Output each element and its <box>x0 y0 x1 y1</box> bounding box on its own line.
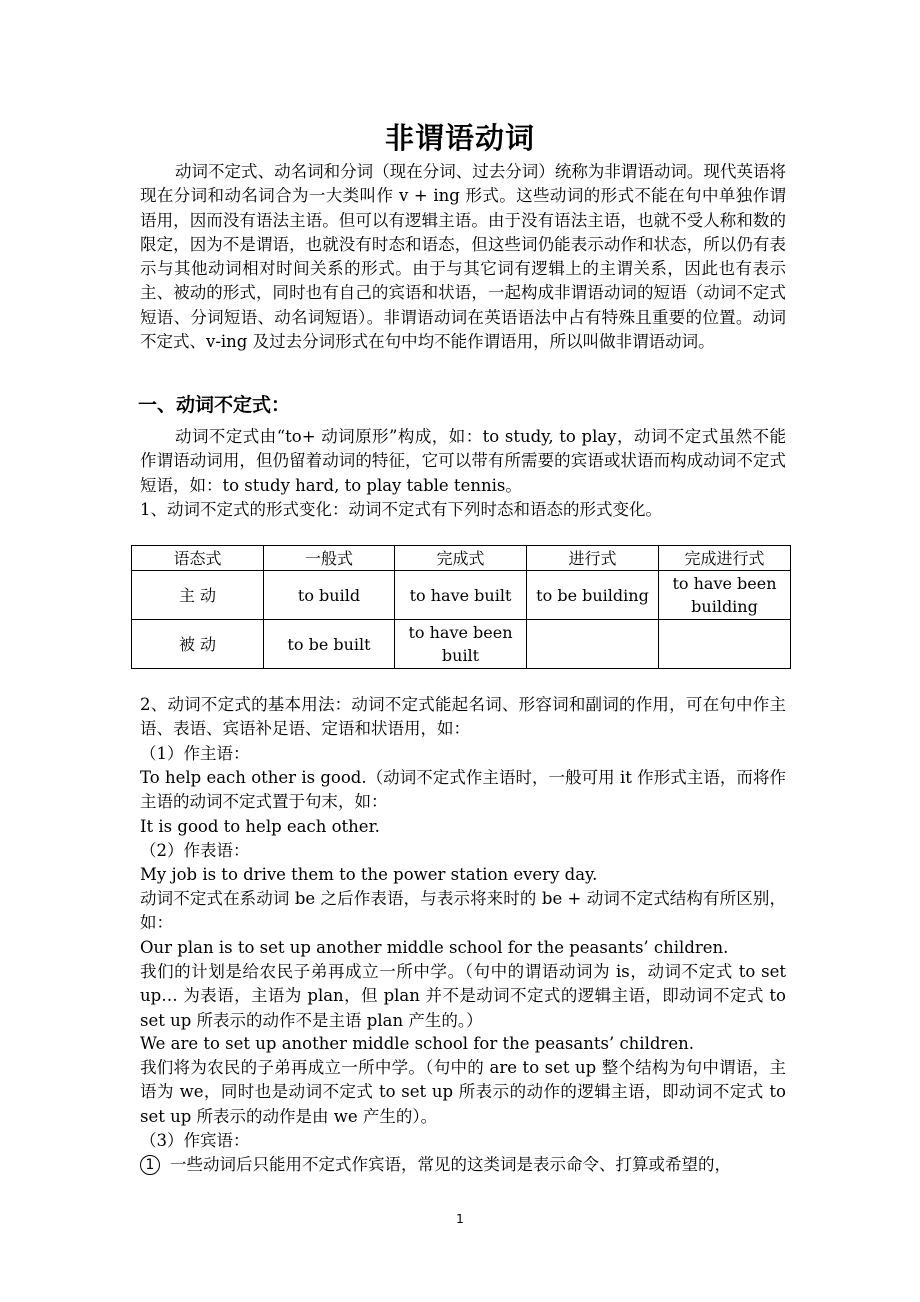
table-header-row <box>132 546 791 571</box>
point-2-usage: 2、动词不定式的基本用法：动词不定式能起名词、形容词和副词的作用，可在句中作主语、表语、宾语补足语、定语和状语用，如： <box>140 695 786 739</box>
example-subject-it: It is good to help each other. <box>140 817 380 836</box>
table-cell: to build <box>264 571 395 620</box>
subheading-subject: （1）作主语： <box>140 744 250 763</box>
example-plan-english: Our plan is to set up another middle school for the peasants’ children. <box>140 938 729 957</box>
table-row <box>132 571 791 620</box>
table-cell <box>527 620 659 669</box>
table-header-cell: 完成进行式 <box>659 546 791 571</box>
table-header-cell: 完成式 <box>395 546 527 571</box>
example-predicative: My job is to drive them to the power station every day. <box>140 865 598 884</box>
table-header-cell: 一般式 <box>264 546 395 571</box>
example-plan-chinese: 我们的计划是给农民子弟再成立一所中学。（句中的谓语动词为 is，动词不定式 to set up… 为表语，主语为 plan，但 plan 并不是动词不定式的逻辑主语，即动词不定式 to set up 所表示的动作不是主语 plan 产生的。） <box>140 962 786 1030</box>
subheading-object: （3）作宾语： <box>140 1131 250 1150</box>
table-cell: 主 动 <box>132 571 264 620</box>
table-header-cell: 进行式 <box>527 546 659 571</box>
section-heading-infinitive: 一、动词不定式： <box>138 394 291 416</box>
table-cell: 被 动 <box>132 620 264 669</box>
example-we-are-english: We are to set up another middle school for the peasants’ children. <box>140 1034 694 1053</box>
intro-paragraph: 动词不定式、动名词和分词（现在分词、过去分词）统称为非谓语动词。现代英语将现在分词和动名词合为一大类叫作 v + ing 形式。这些动词的形式不能在句中单独作谓语用，因而没有语法主语。但可以有逻辑主语。由于没有语法主语，也就不受人称和数的限定，因为不是谓语，也就没有时态和语态，但这些词仍能表示动作和状态，所以仍有表示与其他动词相对时间关系的形式。由于与其它词有逻辑上的主谓关系，因此也有表示主、被动的形式，同时也有自己的宾语和状语，一起构成非谓语动词的短语（动词不定式短语、分词短语、动名词短语）。非谓语动词在英语语法中占有特殊且重要的位置。动词不定式、v-ing 及过去分词形式在句中均不能作谓语用，所以叫做非谓语动词。 <box>140 162 786 352</box>
page-number: 1 <box>456 1212 464 1226</box>
example-we-are-chinese: 我们将为农民的子弟再成立一所中学。（句中的 are to set up 整个结构为句中谓语，主语为 we，同时也是动词不定式 to set up 所表示的动作的逻辑主语，即动词不定式 to set up 所表示的动作是由 we 产生的）。 <box>140 1058 786 1126</box>
table-cell: to have built <box>395 571 527 620</box>
table-cell: to be building <box>527 571 659 620</box>
subheading-predicative: （2）作表语： <box>140 841 250 860</box>
point-1-forms: 1、动词不定式的形式变化：动词不定式有下列时态和语态的形式变化。 <box>140 500 662 519</box>
page-title: 非谓语动词 <box>384 121 535 155</box>
note-predicative: 动词不定式在系动词 be 之后作表语，与表示将来时的 be + 动词不定式结构有所区别，如： <box>140 889 786 933</box>
table-cell: to have been building <box>659 571 791 620</box>
table-cell: to have been built <box>395 620 527 669</box>
circled-number-marker: 1 <box>140 1155 160 1175</box>
table-header-cell: 语态式 <box>132 546 264 571</box>
infinitive-forms-table <box>131 545 791 669</box>
infinitive-definition-paragraph: 动词不定式由“to+ 动词原形”构成，如：to study, to play，动词不定式虽然不能作谓语动词用，但仍留着动词的特征，它可以带有所需要的宾语或状语而构成动词不定式短语，如：to study hard, to play table tennis。 <box>140 427 786 495</box>
table-cell <box>659 620 791 669</box>
list-item-text: 一些动词后只能用不定式作宾语，常见的这类词是表示命令、打算或希望的， <box>170 1155 731 1174</box>
table-cell: to be built <box>264 620 395 669</box>
example-subject: To help each other is good.（动词不定式作主语时，一般可用 it 作形式主语，而将作主语的动词不定式置于句末，如： <box>140 768 786 812</box>
list-item <box>140 1153 800 1177</box>
table-row <box>132 620 791 669</box>
